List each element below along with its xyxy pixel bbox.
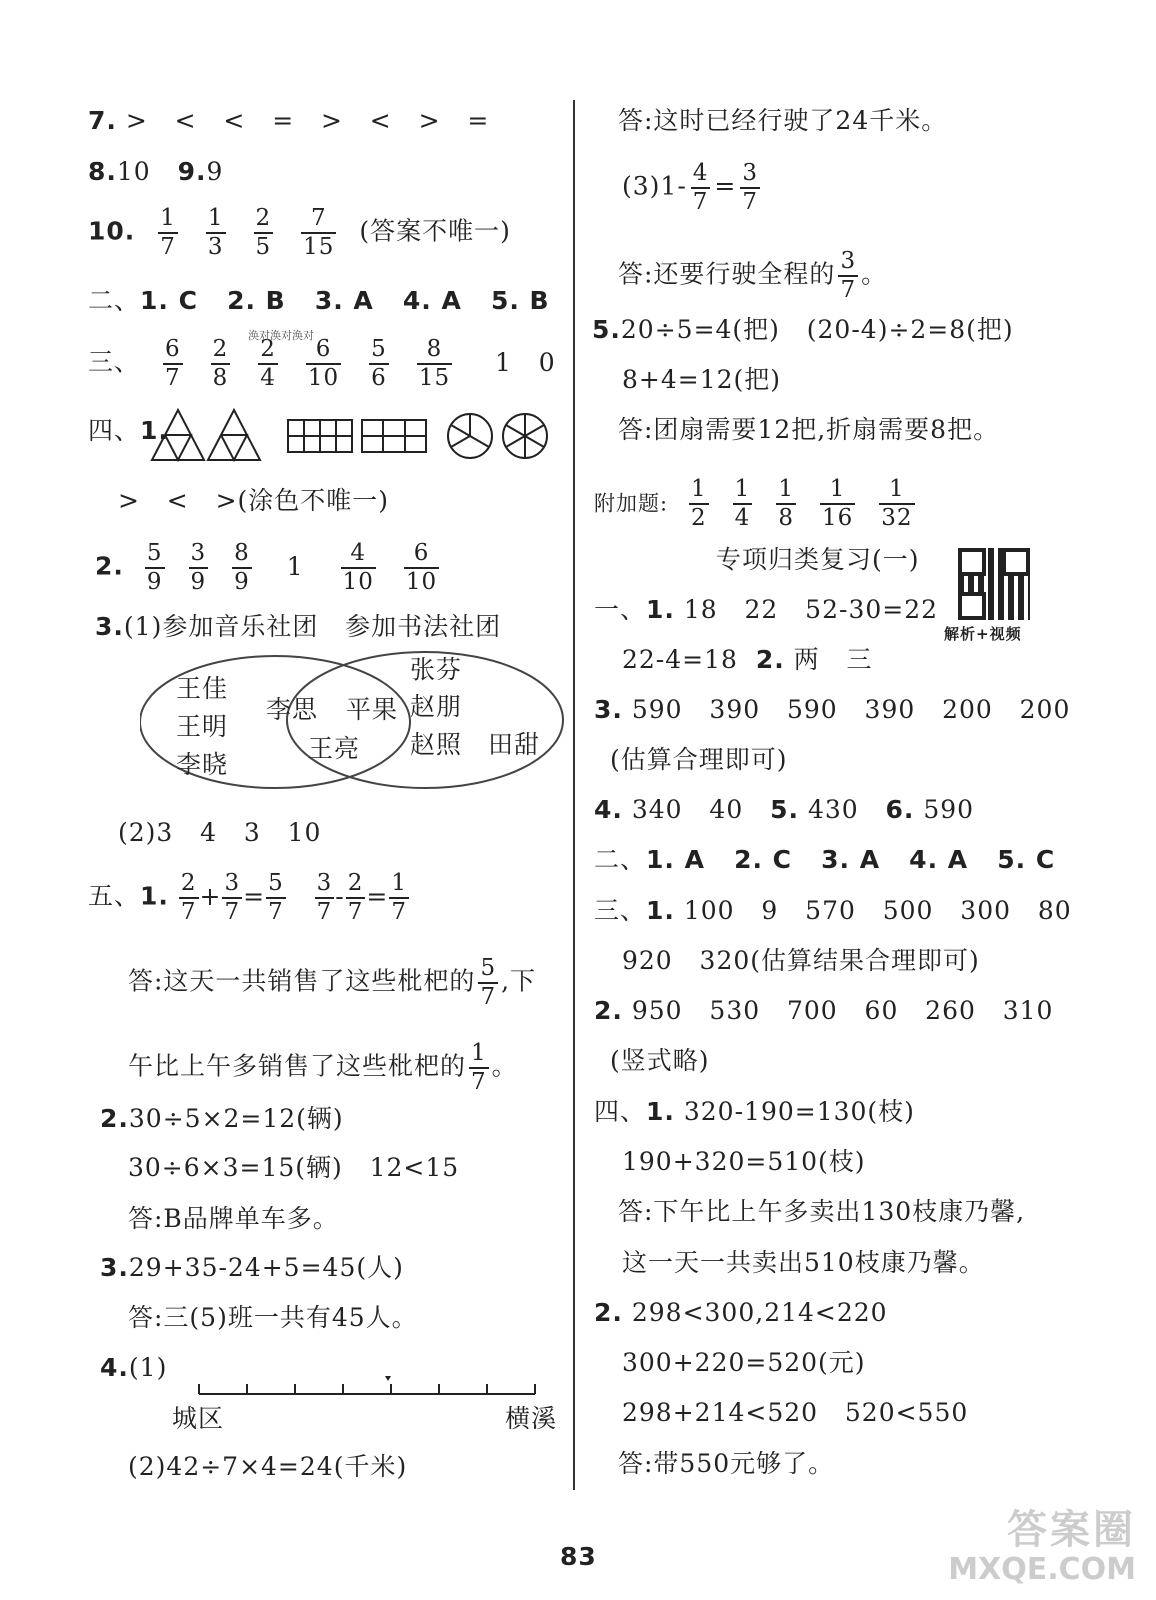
sec5-q3-number: 3. <box>100 1253 129 1282</box>
fraction <box>163 336 183 392</box>
fraction <box>478 955 498 1011</box>
s1-line5 <box>594 795 974 825</box>
sec5-q1-number: 1. <box>140 881 169 911</box>
numerator: 2 <box>347 870 364 896</box>
sec5-answer-line2 <box>128 1040 518 1096</box>
sec5-q3-line2: 答:三(5)班一共有45人。 <box>128 1303 418 1332</box>
numerator: 7 <box>310 205 327 231</box>
denominator: 7 <box>347 899 364 925</box>
denominator: 2 <box>691 505 707 531</box>
venn-right-name: 赵照 <box>410 730 463 759</box>
q2-line <box>95 540 453 596</box>
sec5-q2-number: 2. <box>100 1104 129 1133</box>
s1-q3-text: 590 390 590 390 200 200 <box>631 695 1071 724</box>
r-q3-answer <box>618 248 887 304</box>
fraction <box>417 336 452 392</box>
r-q3-answer-pre: 答:还要行驶全程的 <box>618 259 836 289</box>
rectangle-grid-1 <box>288 420 352 452</box>
numerator: 1 <box>829 476 846 502</box>
s1-q6-number: 6. <box>885 795 915 824</box>
sec5-equation-2 <box>314 870 410 925</box>
r-q3-answer-post: 。 <box>861 259 888 289</box>
denominator: 7 <box>391 899 407 925</box>
position-marker-icon <box>385 1376 391 1381</box>
r-q5-number: 5. <box>592 315 621 344</box>
review-title: 专项归类复习(一) <box>716 545 920 574</box>
numerator: 6 <box>413 540 430 566</box>
s4-line4: 这一天一共卖出510枝康乃馨。 <box>622 1248 985 1277</box>
fraction <box>206 205 226 261</box>
s4-label: 四、 <box>594 1097 647 1126</box>
denominator: 7 <box>160 234 176 260</box>
r-q5-text1: 20÷5=4(把) (20-4)÷2=8(把) <box>620 315 1014 344</box>
sec5-q3-text: 29+35-24+5=45(人) <box>128 1253 404 1282</box>
sec5-answer-frac2 <box>466 1040 492 1095</box>
s2-answers: 1. A 2. C 3. A 4. A 5. C <box>646 845 1056 874</box>
watermark-line2: MXQE.COM <box>948 1552 1136 1587</box>
s1-q1-number: 1. <box>646 595 675 624</box>
s1-q4-text: 340 40 <box>631 795 744 824</box>
sec2-answers: 1. C 2. B 3. A 4. A 5. B <box>140 286 550 315</box>
s3-line4: (竖式略) <box>610 1046 710 1075</box>
q8-q9-line <box>88 157 223 187</box>
r-answer-distance: 答:这时已经行驶了24千米。 <box>618 106 948 135</box>
number-line-start: 城区 <box>172 1404 225 1433</box>
sec4-number: 1. <box>140 416 169 445</box>
venn-right-name: 赵朋 <box>410 692 463 721</box>
numerator: 3 <box>742 160 758 186</box>
numerator: 6 <box>164 336 181 362</box>
triangle-figure-1 <box>152 410 204 460</box>
q8-number: 8. <box>88 157 117 186</box>
s3-line1 <box>594 896 1072 926</box>
fraction <box>776 476 796 532</box>
denominator: 4 <box>734 505 751 531</box>
fraction <box>469 1040 489 1096</box>
q2-fractions <box>133 540 264 595</box>
sec5-equation-1 <box>178 870 287 925</box>
denominator: 9 <box>190 569 207 595</box>
venn-mid-name: 李思 <box>266 695 319 724</box>
denominator: 8 <box>212 365 229 391</box>
s1-q1-text: 18 22 52-30=22 <box>683 595 939 624</box>
operator: - <box>335 881 345 911</box>
q9-answer: 9 <box>206 157 224 186</box>
q3-part2: (2)3 4 3 10 <box>118 818 322 847</box>
fraction <box>733 476 753 532</box>
venn-mid-name: 平果 <box>346 695 399 724</box>
fraction <box>158 205 178 261</box>
s4-q1-text: 320-190=130(枝) <box>683 1097 915 1126</box>
denominator: 7 <box>268 899 284 925</box>
fraction <box>301 205 336 261</box>
s4-q1-number: 1. <box>646 1097 675 1126</box>
sec5-q4-part2: (2)42÷7×4=24(千米) <box>128 1452 408 1481</box>
venn-name: 王明 <box>176 712 229 741</box>
s4-line3: 答:下午比上午多卖出130枝康乃馨, <box>618 1197 1026 1226</box>
denominator: 32 <box>881 505 913 531</box>
triangle-figure-2 <box>208 410 260 460</box>
sec2-line <box>88 286 550 316</box>
denominator: 8 <box>778 505 794 531</box>
fraction <box>232 540 252 596</box>
fraction <box>189 540 209 596</box>
denominator: 7 <box>480 984 497 1010</box>
numerator: 5 <box>146 540 163 566</box>
sec4-compare: > < >(涂色不唯一) <box>118 486 390 515</box>
equals-sign: = <box>366 881 389 911</box>
watermark <box>948 1507 1136 1590</box>
fraction <box>306 336 341 392</box>
r-q3-answer-frac <box>835 248 861 303</box>
venn-left-names <box>176 670 228 784</box>
fraction <box>258 336 278 392</box>
fraction <box>740 160 760 216</box>
fraction <box>145 540 165 596</box>
numerator: 1 <box>207 205 224 231</box>
numerator: 4 <box>350 540 367 566</box>
equals-sign: = <box>243 881 266 911</box>
s1-q2-number: 2. <box>755 645 785 674</box>
venn-right-name: 田甜 <box>488 730 541 759</box>
numerator: 2 <box>212 336 229 362</box>
s1-label: 一、 <box>594 595 647 624</box>
q10-line <box>88 205 511 261</box>
sec5-q2-text: 30÷5×2=12(辆) <box>128 1104 344 1133</box>
q7-line <box>88 106 489 136</box>
denominator: 10 <box>405 569 438 595</box>
r-q5-line3: 答:团扇需要12把,折扇需要8把。 <box>618 415 1000 444</box>
r-q5-line2: 8+4=12(把) <box>622 365 782 394</box>
operator: + <box>199 881 222 911</box>
fraction <box>179 870 199 926</box>
sec5-answer-line1 <box>128 955 536 1011</box>
s4-q2-number: 2. <box>594 1298 623 1327</box>
s1-line3 <box>594 695 1070 725</box>
denominator: 3 <box>207 234 224 260</box>
numerator: 2 <box>255 205 272 231</box>
denominator: 10 <box>307 365 340 391</box>
extra-fractions <box>677 476 926 531</box>
q9-number: 9. <box>177 157 207 186</box>
q10-fractions <box>144 205 350 260</box>
fraction <box>341 540 376 596</box>
sec3-tail: 1 0 <box>495 347 556 377</box>
numerator: 6 <box>315 336 332 362</box>
s3-q2-text: 950 530 700 60 260 310 <box>631 996 1054 1025</box>
fraction <box>691 160 711 216</box>
circle-figure-1 <box>448 414 492 458</box>
shading-figures <box>150 408 560 468</box>
s2-line <box>594 845 1055 875</box>
q3-part1: (1)参加音乐社团 参加书法社团 <box>123 612 502 641</box>
denominator: 7 <box>742 189 758 215</box>
sec5-q2-line3: 答:B品牌单车多。 <box>128 1204 339 1233</box>
s4-line6: 300+220=520(元) <box>622 1348 866 1377</box>
denominator: 4 <box>260 365 276 391</box>
denominator: 7 <box>164 365 181 391</box>
venn-right-name: 张芬 <box>410 655 463 684</box>
qr-caption: 解析+视频 <box>944 625 1022 643</box>
venn-name: 王佳 <box>176 674 229 703</box>
sec5-answer-c: 午比上午多销售了这些枇杷的 <box>128 1051 467 1081</box>
sec5-q2-line1 <box>100 1104 344 1134</box>
sec5-q3-line1 <box>100 1253 404 1283</box>
denominator: 15 <box>303 234 335 260</box>
q3-number: 3. <box>95 612 124 641</box>
sec5-answer-a: 答:这天一共销售了这些枇杷的 <box>128 966 476 996</box>
r-q3-equation <box>622 160 764 216</box>
numerator: 1 <box>734 476 751 502</box>
sec5-answer-frac1 <box>475 955 501 1010</box>
fraction <box>346 870 366 926</box>
fraction <box>879 476 914 532</box>
sec2-label: 二、 <box>88 286 141 315</box>
fraction <box>820 476 855 532</box>
denominator: 7 <box>316 899 333 925</box>
watermark-line1: 答案圈 <box>1007 1507 1136 1553</box>
extra-question-label: 附加题: <box>594 491 669 516</box>
sec5-q1-line <box>88 870 410 926</box>
s1-q5-number: 5. <box>770 795 799 824</box>
q2-mid: 1 <box>286 551 304 581</box>
sec5-q4-line1 <box>100 1353 167 1383</box>
numerator: 1 <box>391 870 407 896</box>
q10-number: 10. <box>88 216 136 246</box>
q2-number: 2. <box>95 551 124 581</box>
column-divider <box>573 100 575 1490</box>
denominator: 7 <box>692 189 709 215</box>
numerator: 1 <box>160 205 176 231</box>
denominator: 6 <box>371 365 387 391</box>
rectangle-grid-2 <box>362 420 426 452</box>
numerator: 3 <box>840 248 857 274</box>
fraction <box>211 336 231 392</box>
number-line <box>195 1372 540 1402</box>
s1-q4-number: 4. <box>594 795 623 824</box>
number-line-end: 横溪 <box>505 1404 558 1433</box>
s4-q2-text: 298<300,214<220 <box>631 1298 888 1327</box>
s1-line1 <box>594 595 938 625</box>
qr-code-icon[interactable] <box>958 548 1030 620</box>
fraction <box>222 870 242 926</box>
s1-q1-text2: 22-4=18 <box>622 645 738 674</box>
fraction <box>254 205 274 261</box>
fraction <box>369 336 389 392</box>
sec5-q2-line2: 30÷6×3=15(辆) 12<15 <box>128 1153 460 1182</box>
fraction <box>838 248 858 304</box>
s4-line2: 190+320=510(枝) <box>622 1147 866 1176</box>
s1-line4: (估算合理即可) <box>610 745 788 774</box>
s4-line1 <box>594 1097 915 1127</box>
s2-label: 二、 <box>594 845 647 874</box>
denominator: 7 <box>471 1069 487 1095</box>
numerator: 5 <box>480 955 497 981</box>
venn-mid-name: 王亮 <box>308 734 361 763</box>
numerator: 8 <box>426 336 443 362</box>
r-q3-frac-a <box>687 160 715 215</box>
fraction <box>404 540 439 596</box>
circle-figure-2 <box>503 414 547 458</box>
numerator: 5 <box>268 870 284 896</box>
s1-q5-text: 430 <box>807 795 859 824</box>
denominator: 9 <box>234 569 250 595</box>
r-q3-pre: (3)1- <box>622 171 687 201</box>
sec5-answer-b: ,下 <box>501 966 537 996</box>
s3-label: 三、 <box>594 896 647 925</box>
sec3-label: 三、 <box>88 347 141 377</box>
sec4-label: 四、 <box>88 416 141 445</box>
s1-q2-text: 两 三 <box>793 645 873 674</box>
denominator: 16 <box>821 505 854 531</box>
s3-q1-text: 100 9 570 500 300 80 <box>683 896 1072 925</box>
sec5-q4-number: 4. <box>100 1353 129 1382</box>
numerator: 3 <box>224 870 241 896</box>
r-q5-line1 <box>592 315 1014 345</box>
numerator: 1 <box>778 476 794 502</box>
denominator: 7 <box>840 277 857 303</box>
denominator: 9 <box>146 569 163 595</box>
numerator: 2 <box>260 336 276 362</box>
s3-q1-number: 1. <box>646 896 675 925</box>
r-q3-frac-b <box>736 160 764 215</box>
denominator: 7 <box>224 899 241 925</box>
denominator: 10 <box>342 569 374 595</box>
venn-name: 李晓 <box>176 750 229 779</box>
fraction <box>689 476 709 532</box>
sec3-fractions <box>149 336 466 391</box>
sec5-label: 五、 <box>88 881 141 911</box>
numerator: 4 <box>692 160 709 186</box>
denominator: 5 <box>255 234 272 260</box>
s3-line2: 920 320(估算结果合理即可) <box>622 946 980 975</box>
q8-answer: 10 <box>116 157 151 186</box>
denominator: 7 <box>180 899 197 925</box>
s4-line8: 答:带550元够了。 <box>618 1449 835 1478</box>
numerator: 3 <box>316 870 333 896</box>
fraction <box>266 870 286 926</box>
s4-line5 <box>594 1298 888 1328</box>
sec3-stamp: 涣对涣对涣对 <box>248 329 314 342</box>
s1-line2 <box>622 645 873 675</box>
page-number: 83 <box>560 1542 597 1571</box>
s4-line7: 298+214<520 520<550 <box>622 1398 969 1427</box>
q3-line <box>95 612 501 642</box>
r-q3-eq: = <box>714 171 737 201</box>
s3-line3 <box>594 996 1053 1026</box>
s1-q6-text: 590 <box>923 795 975 824</box>
numerator: 1 <box>471 1040 487 1066</box>
fraction <box>315 870 335 926</box>
q7-number: 7. <box>88 106 117 135</box>
numerator: 2 <box>180 870 197 896</box>
q7-answers: > < < = > < > = <box>125 106 490 135</box>
fraction <box>389 870 409 926</box>
extra-question-line <box>594 476 927 532</box>
s1-q3-number: 3. <box>594 695 623 724</box>
numerator: 1 <box>889 476 905 502</box>
sec3-line <box>88 336 556 392</box>
sec5-answer-d: 。 <box>491 1051 518 1081</box>
numerator: 1 <box>691 476 707 502</box>
q2-fractions-2 <box>327 540 454 595</box>
sec5-q4-part1: (1) <box>128 1353 168 1382</box>
denominator: 15 <box>418 365 451 391</box>
s3-q2-number: 2. <box>594 996 623 1025</box>
numerator: 5 <box>371 336 387 362</box>
numerator: 3 <box>190 540 207 566</box>
numerator: 8 <box>234 540 250 566</box>
q10-note: (答案不唯一) <box>359 216 511 246</box>
